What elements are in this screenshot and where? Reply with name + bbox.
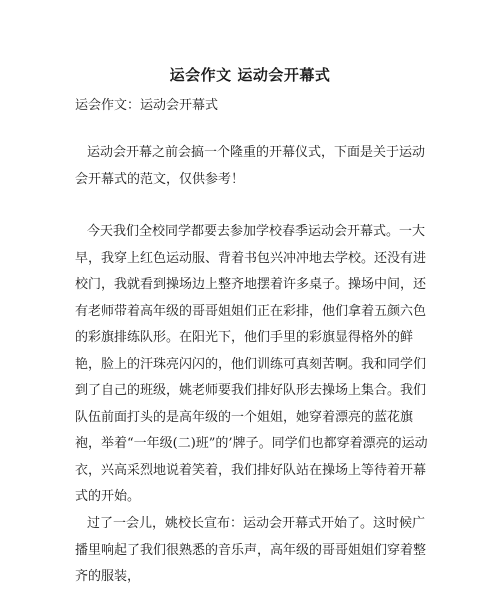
document-subtitle: 运会作文：运动会开幕式	[75, 98, 219, 113]
paragraph-intro: 运动会开幕之前会搞一个隆重的开幕仪式，下面是关于运动会开幕式的范文，仅供参考！	[75, 145, 426, 187]
paragraph-morning: 今天我们全校同学都要去参加学校春季运动会开幕式。一大早，我穿上红色运动服、背着书包兴冲冲地去学校。还没有进校门，我就看到操场边上整齐地摆着许多桌子。操场中间，还有老师带着高年级的哥哥姐姐们正在彩排，他们拿着五颜六色的彩旗排练队形。在阳光下，他们手里的彩旗显得格外的鲜艳，脸上的汗珠亮闪闪的，他们训练可真刻苦啊。我和同学们到了自己的班级，姚老师要我们排好队形去操场上集合。我们队伍前面打头的是高年级的一个姐姐，她穿着漂亮的蓝花旗袍，举着“一年级(二)班”的’牌子。同学们也都穿着漂亮的运动衣，兴高采烈地说着笑着，我们排好队站在操场上等待着开幕式的开始。	[75, 224, 428, 504]
document-title: 运会作文 运动会开幕式	[169, 66, 331, 84]
paragraph-opening: 过了一会儿，姚校长宣布：运动会开幕式开始了。这时候广播里响起了我们很熟悉的音乐声，高年级的哥哥姐姐们穿着整齐的服装，	[75, 516, 427, 584]
